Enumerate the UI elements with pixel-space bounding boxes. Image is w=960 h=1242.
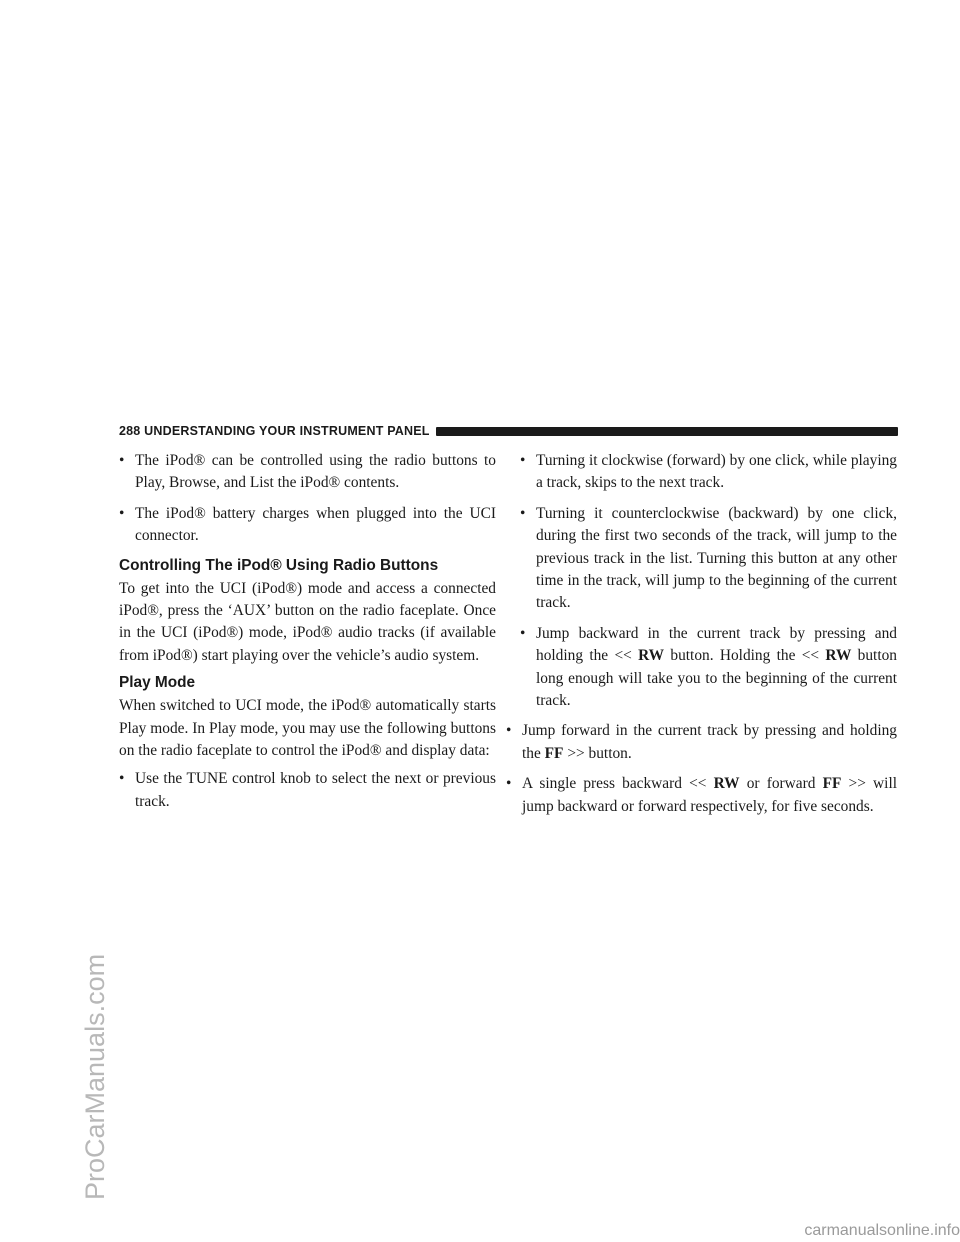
text-segment: or forward bbox=[739, 775, 823, 793]
bullet-mark: • bbox=[520, 504, 526, 522]
watermark: ProCarManuals.com bbox=[80, 953, 110, 1200]
right-column bbox=[506, 450, 898, 826]
paragraph: When switched to UCI mode, the iPod® automatically starts Play mode. In Play mode, you may use the following buttons on the radio faceplate to control the iPod® and display data: bbox=[119, 697, 496, 760]
bullet-text: Turning it clockwise (forward) by one click, while playing a track, skips to the next track. bbox=[536, 452, 897, 492]
rw-button-label: RW bbox=[713, 775, 740, 793]
bullet-mark: • bbox=[119, 770, 125, 788]
list-item bbox=[119, 450, 496, 495]
text-segment: >> will jump backward or forward respectively, for five seconds. bbox=[522, 775, 898, 815]
list-item bbox=[520, 503, 897, 615]
text-segment: >> button. bbox=[563, 744, 632, 762]
page-header bbox=[119, 420, 898, 442]
paragraph: To get into the UCI (iPod®) mode and access a connected iPod®, press the ‘AUX’ button on the radio faceplate. Once in the UCI (iPod®) mode, iPod® audio tracks (if available from iPod®) start playing over the vehicle’s audio system. bbox=[119, 579, 496, 664]
bullet-text bbox=[522, 720, 897, 765]
list-item bbox=[506, 720, 897, 765]
bullet-mark: • bbox=[119, 452, 125, 469]
ff-button-label: FF bbox=[544, 744, 564, 762]
section-title: UNDERSTANDING YOUR INSTRUMENT PANEL bbox=[144, 424, 430, 438]
list-item bbox=[119, 503, 496, 548]
text-segment: Jump backward in the current track by pressing and holding the << bbox=[536, 624, 897, 665]
rw-button-label: RW bbox=[638, 647, 665, 665]
header-rule bbox=[436, 427, 898, 436]
list-item bbox=[520, 623, 897, 713]
text-segment: button. Holding the << bbox=[664, 647, 826, 665]
list-item bbox=[119, 768, 496, 813]
section-heading: Play Mode bbox=[119, 674, 196, 692]
bullet-text bbox=[536, 623, 897, 713]
text-segment: button long enough will take you to the beginning of the current track. bbox=[536, 647, 897, 710]
footer-url: carmanualsonline.info bbox=[804, 1222, 960, 1239]
list-item bbox=[506, 773, 897, 818]
bullet-text: The iPod® battery charges when plugged into the UCI connector. bbox=[135, 504, 496, 545]
ff-button-label: FF bbox=[822, 775, 842, 793]
bullet-text: The iPod® can be controlled using the radio buttons to Play, Browse, and List the iPod® contents. bbox=[135, 452, 496, 492]
section-heading: Controlling The iPod® Using Radio Buttons bbox=[119, 556, 439, 574]
text-segment: A single press backward << bbox=[522, 775, 714, 793]
text-segment: Jump forward in the current track by pressing and holding the bbox=[522, 722, 897, 762]
bullet-mark: • bbox=[506, 722, 512, 740]
bullet-mark: • bbox=[119, 504, 125, 522]
list-item bbox=[520, 450, 897, 495]
page-number-and-section bbox=[119, 424, 430, 438]
bullet-text: Use the TUNE control knob to select the next or previous track. bbox=[135, 770, 496, 810]
bullet-mark: • bbox=[506, 775, 512, 793]
bullet-text: Turning it counterclockwise (backward) by one click, during the first two seconds of the track, will jump to the previous track in the list. Turning this button at any other time in the track, will jump to the beginning of the current track. bbox=[536, 504, 897, 612]
rw-button-label: RW bbox=[825, 647, 852, 665]
bullet-mark: • bbox=[520, 624, 526, 642]
bullet-mark: • bbox=[520, 452, 526, 469]
page-number: 288 bbox=[119, 424, 141, 438]
left-column bbox=[119, 450, 496, 821]
bullet-text bbox=[522, 773, 897, 818]
